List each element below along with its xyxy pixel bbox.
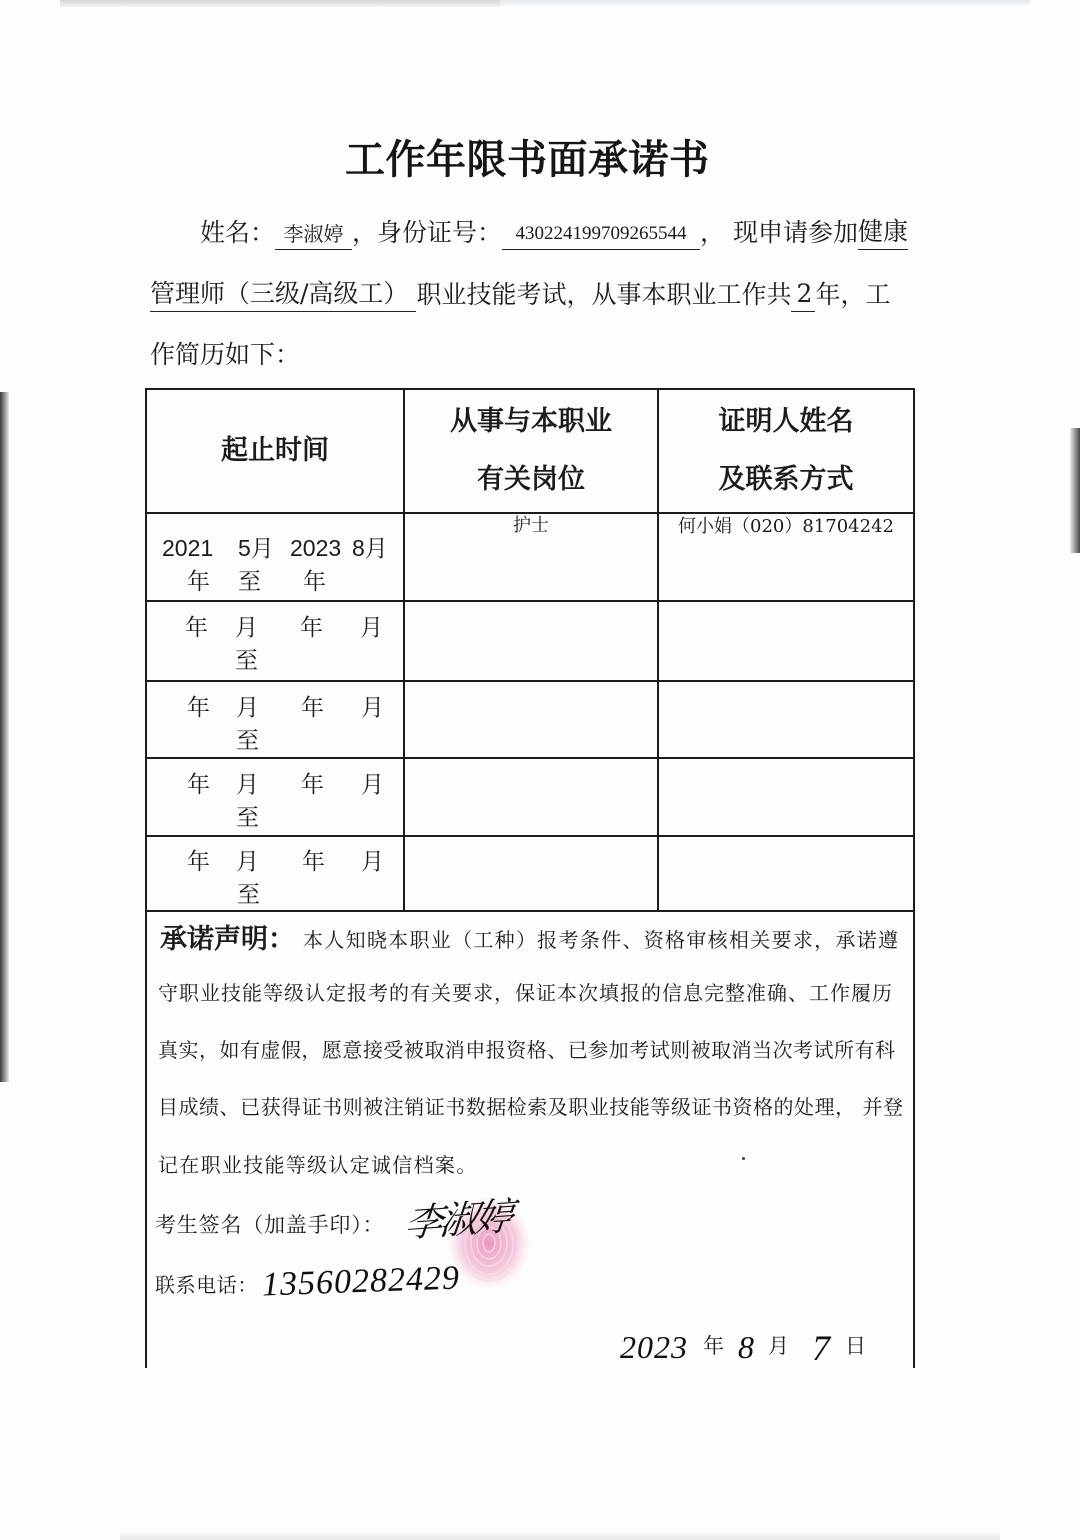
resume-text: 作简历如下： [150,340,301,369]
month-label: 月 [236,694,259,720]
year-label: 年 [187,694,210,720]
exam-text: 职业技能考试，从事本职业工作共 [416,280,792,309]
scan-shadow-top-right [500,0,1030,6]
row-5-period [147,837,405,912]
commitment-line-2: 守职业技能等级认定报考的有关要求，保证本次填报的信息完整准确、工作履历 [158,981,892,1005]
applicant-name: 李淑婷 [275,219,352,250]
month-label: 月 [235,614,258,640]
start-year: 2021 [162,535,214,561]
month-label: 月 [361,848,384,874]
handwritten-signature: 李淑婷 [402,1194,513,1246]
commitment-line-3: 真实，如有虚假，愿意接受被取消申报资格、已参加考试则被取消当次考试所有科 [158,1038,895,1062]
occupation-part-1: 健康 [858,215,908,250]
end-year: 2023 [290,535,342,561]
intro-line-1 [200,216,908,250]
month-label: 月 [360,614,383,640]
month-label: 月 [236,848,259,874]
row-4-witness [659,759,915,837]
row-5-position [405,837,659,912]
year-label: 年 [303,568,326,594]
row-1-period [147,514,405,602]
to-label: 至 [235,647,258,673]
phone-label: 联系电话： [155,1273,258,1297]
month-label: 月 [236,771,259,797]
scan-shadow-left [0,392,9,1082]
to-label: 至 [236,727,259,753]
id-label: ，身份证号： [352,218,503,247]
year-label: 年 [302,848,325,874]
to-label: 至 [238,568,261,594]
intro-line-3 [150,338,300,372]
intro-line-2 [150,278,890,312]
header-period [147,390,405,514]
scan-shadow-top [60,0,500,7]
row-4-position [405,759,659,837]
signature-label: 考生签名（加盖手印）： [155,1213,385,1237]
row-5-witness [659,837,915,912]
row-3-witness [659,682,915,759]
occupation-part-2: 管理师（三级/高级工） [150,277,416,312]
row-1-position: 护士 [405,514,659,602]
row-2-position [405,602,659,682]
commitment-line-5: 记在职业技能等级认定诚信档案。 [158,1153,478,1177]
scan-shadow-right [1070,428,1080,553]
year-label: 年 [185,614,208,640]
date-month-label: 月 [768,1334,789,1358]
work-years: 2 [791,277,815,312]
date-year-label: 年 [703,1334,724,1358]
date-day-label: 日 [845,1334,866,1358]
to-label: 至 [237,881,260,907]
year-label: 年 [301,771,324,797]
apply-text: ， 现申请参加 [700,218,858,247]
document-title: 工作年限书面承诺书 [345,137,710,183]
row-2-period [147,602,405,682]
year-label: 年 [187,848,210,874]
header-witness-line-1: 证明人姓名 [718,406,854,437]
row-1-witness: 何小娟（020）81704242 [659,514,915,602]
year-label: 年 [187,771,210,797]
row-3-position [405,682,659,759]
handwritten-phone: 13560282429 [261,1259,461,1304]
date-day: 7 [812,1328,830,1368]
date-year: 2023 [620,1329,688,1365]
commitment-label: 承诺声明： [160,924,295,955]
date-month: 8 [738,1329,754,1365]
commitment-box [145,910,915,1368]
commitment-line-1: 本人知晓本职业（工种）报考条件、资格审核相关要求，承诺遵 [303,928,898,952]
work-history-table [145,388,915,912]
years-suffix: 年，工 [815,280,891,309]
row-3-period [147,682,405,759]
month-label: 月 [361,694,384,720]
start-month: 5月 [238,535,274,561]
name-label: 姓名： [200,218,276,247]
header-position-line-2: 有关岗位 [477,464,585,495]
header-witness [659,390,915,514]
year-label: 年 [187,568,210,594]
row-2-witness [659,602,915,682]
to-label: 至 [236,804,259,830]
year-label: 年 [301,694,324,720]
header-witness-line-2: 及联系方式 [718,464,854,495]
scan-shadow-bottom [120,1533,1000,1540]
header-period-label: 起止时间 [221,435,329,466]
id-number: 430224199709265544 [502,219,700,250]
header-position [405,390,659,514]
commitment-line-4: 目成绩、已获得证书则被注销证书数据检索及职业技能等级证书资格的处理， 并登 [158,1095,903,1119]
row-4-period [147,759,405,837]
month-label: 月 [361,771,384,797]
year-label: 年 [300,614,323,640]
header-position-line-1: 从事与本职业 [450,406,612,437]
end-month: 8月 [352,535,388,561]
